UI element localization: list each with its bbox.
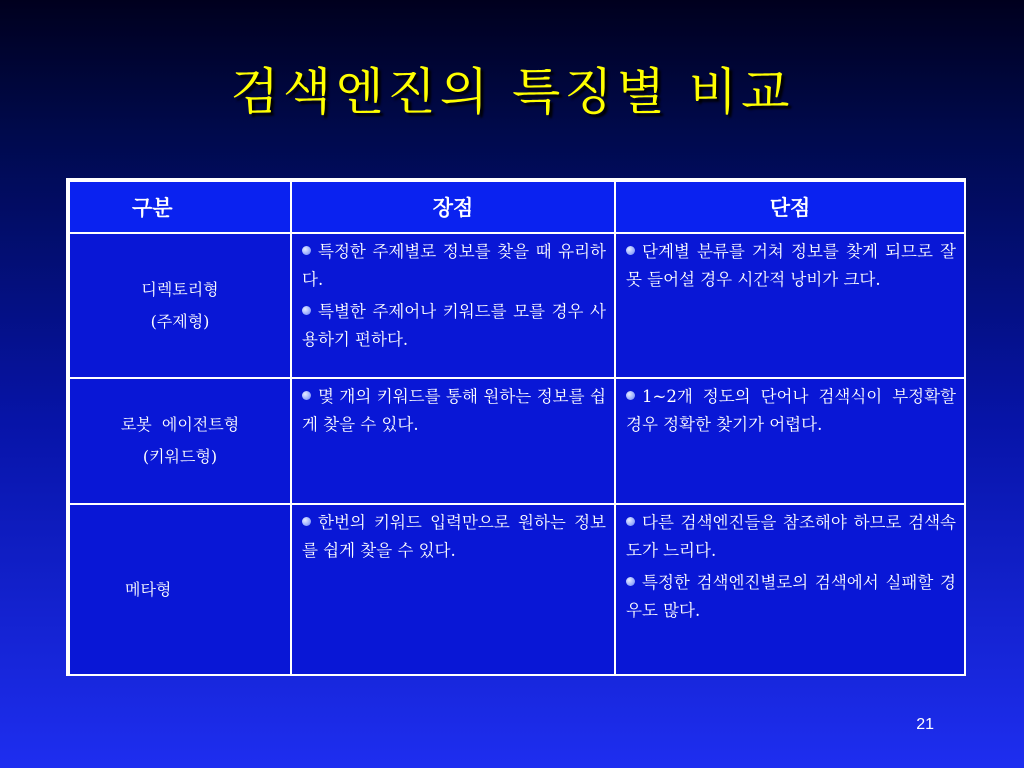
pros-text: 몇 개의 키워드를 통해 원하는 정보를 쉽게 찾을 수 있다. [302, 387, 606, 434]
cons-text: 다른 검색엔진들을 참조해야 하므로 검색속도가 느리다. [626, 513, 956, 560]
list-item [302, 509, 606, 565]
page-number: 21 [916, 716, 934, 733]
cons-text: 단계별 분류를 거쳐 정보를 찾게 되므로 잘못 들어설 경우 시간적 낭비가 크다. [626, 242, 956, 289]
list-item [302, 298, 606, 354]
list-item [626, 569, 956, 625]
list-item [626, 383, 956, 439]
bullet-icon [302, 517, 311, 526]
header-row [69, 181, 965, 233]
table-row [69, 233, 965, 378]
list-item [626, 238, 956, 294]
category-subtitle: (키워드형) [142, 447, 218, 466]
row-category [69, 233, 291, 378]
table-row [69, 504, 965, 675]
table-row [69, 378, 965, 504]
bullet-icon [626, 517, 635, 526]
row-cons [615, 504, 965, 675]
bullet-icon [302, 391, 311, 400]
bullet-icon [302, 306, 311, 315]
header-category: 구분 [69, 181, 291, 233]
row-pros [291, 233, 615, 378]
category-subtitle: (주제형) [150, 311, 210, 331]
row-pros [291, 378, 615, 504]
row-category [69, 378, 291, 504]
bullet-icon [626, 391, 635, 400]
cons-text: 1~2개 정도의 단어나 검색식이 부정확할 경우 정확한 찾기가 어렵다. [626, 387, 956, 434]
list-item [302, 383, 606, 439]
slide-title: 검색엔진의 특징별 비교 [230, 63, 794, 121]
bullet-icon [302, 246, 311, 255]
cons-text: 특정한 검색엔진별로의 검색에서 실패할 경우도 많다. [626, 573, 956, 620]
category-name: 로봇 에이전트형 [120, 415, 240, 434]
header-pros: 장점 [291, 181, 615, 233]
category-name: 디렉토리형 [141, 279, 219, 299]
row-cons [615, 233, 965, 378]
pros-text: 특정한 주제별로 정보를 찾을 때 유리하다. [302, 242, 606, 289]
list-item [302, 238, 606, 294]
bullet-icon [626, 577, 635, 586]
bullet-icon [626, 246, 635, 255]
header-cons: 단점 [615, 181, 965, 233]
pros-text: 특별한 주제어나 키워드를 모를 경우 사용하기 편하다. [302, 302, 606, 349]
category-name: 메타형 [125, 579, 172, 599]
row-pros [291, 504, 615, 675]
pros-text: 한번의 키워드 입력만으로 원하는 정보를 쉽게 찾을 수 있다. [302, 513, 606, 560]
row-cons [615, 378, 965, 504]
list-item [626, 509, 956, 565]
comparison-table [66, 178, 966, 676]
row-category [69, 504, 291, 675]
